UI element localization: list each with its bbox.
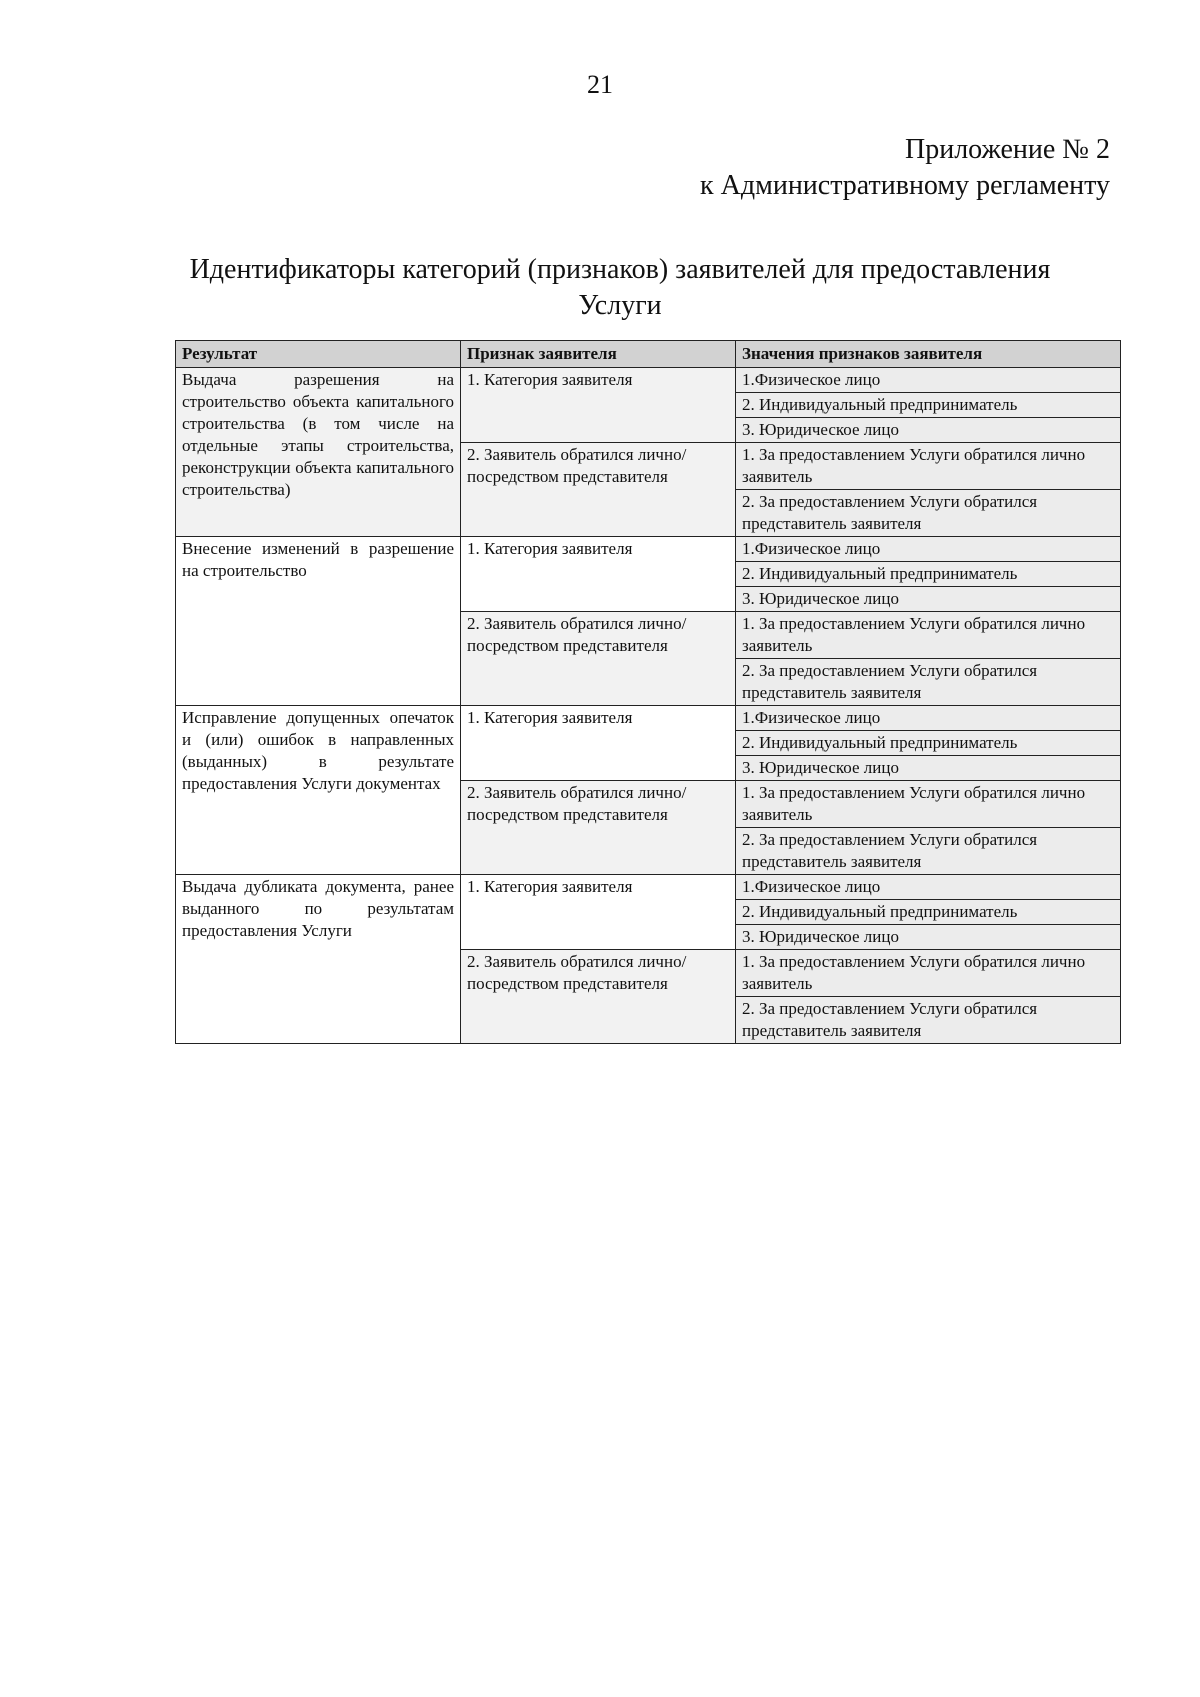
value-cell: 2. Индивидуальный предприниматель [736, 393, 1121, 418]
attribute-cell: 2. Заявитель обратился лично/посредством представителя [461, 781, 736, 875]
value-cell: 2. Индивидуальный предприниматель [736, 900, 1121, 925]
attribute-cell: 1. Категория заявителя [461, 368, 736, 443]
document-title-line-2: Услуги [578, 290, 662, 321]
identifiers-table [175, 340, 1121, 1044]
header-attribute: Признак заявителя [461, 341, 736, 368]
value-cell: 2. Индивидуальный предприниматель [736, 731, 1121, 756]
table-row [176, 368, 1121, 393]
result-cell: Внесение изменений в разрешение на строительство [176, 537, 461, 706]
value-cell: 1.Физическое лицо [736, 537, 1121, 562]
result-cell: Выдача дубликата документа, ранее выданного по результатам предоставления Услуги [176, 875, 461, 1044]
value-cell: 1. За предоставлением Услуги обратился лично заявитель [736, 612, 1121, 659]
attribute-cell: 2. Заявитель обратился лично/посредством представителя [461, 950, 736, 1044]
header-result: Результат [176, 341, 461, 368]
result-cell: Выдача разрешения на строительство объекта капитального строительства (в том числе на отдельные этапы строительства, реконструкции объекта капитального строительства) [176, 368, 461, 537]
value-cell: 2. За предоставлением Услуги обратился представитель заявителя [736, 490, 1121, 537]
appendix-line-2: к Административному регламенту [700, 170, 1110, 201]
document-title [180, 252, 1060, 324]
table-header-row [176, 341, 1121, 368]
table-row [176, 537, 1121, 562]
result-cell: Исправление допущенных опечаток и (или) ошибок в направленных (выданных) в результате предоставления Услуги документах [176, 706, 461, 875]
attribute-cell: 1. Категория заявителя [461, 537, 736, 612]
value-cell: 3. Юридическое лицо [736, 418, 1121, 443]
table-row [176, 706, 1121, 731]
attribute-cell: 2. Заявитель обратился лично/посредством представителя [461, 443, 736, 537]
value-cell: 2. За предоставлением Услуги обратился представитель заявителя [736, 828, 1121, 875]
value-cell: 2. За предоставлением Услуги обратился представитель заявителя [736, 659, 1121, 706]
page-number: 21 [587, 70, 613, 99]
value-cell: 2. За предоставлением Услуги обратился представитель заявителя [736, 997, 1121, 1044]
value-cell: 1.Физическое лицо [736, 875, 1121, 900]
value-cell: 1.Физическое лицо [736, 368, 1121, 393]
attribute-cell: 1. Категория заявителя [461, 706, 736, 781]
header-values: Значения признаков заявителя [736, 341, 1121, 368]
table-row [176, 875, 1121, 900]
value-cell: 3. Юридическое лицо [736, 925, 1121, 950]
value-cell: 3. Юридическое лицо [736, 587, 1121, 612]
document-title-line-1: Идентификаторы категорий (признаков) заявителей для предоставления [189, 254, 1051, 285]
appendix-line-1: Приложение № 2 [905, 134, 1110, 165]
attribute-cell: 1. Категория заявителя [461, 875, 736, 950]
value-cell: 1.Физическое лицо [736, 706, 1121, 731]
value-cell: 1. За предоставлением Услуги обратился лично заявитель [736, 781, 1121, 828]
appendix-header [700, 132, 1110, 204]
value-cell: 3. Юридическое лицо [736, 756, 1121, 781]
value-cell: 2. Индивидуальный предприниматель [736, 562, 1121, 587]
value-cell: 1. За предоставлением Услуги обратился лично заявитель [736, 443, 1121, 490]
attribute-cell: 2. Заявитель обратился лично/посредством представителя [461, 612, 736, 706]
value-cell: 1. За предоставлением Услуги обратился лично заявитель [736, 950, 1121, 997]
